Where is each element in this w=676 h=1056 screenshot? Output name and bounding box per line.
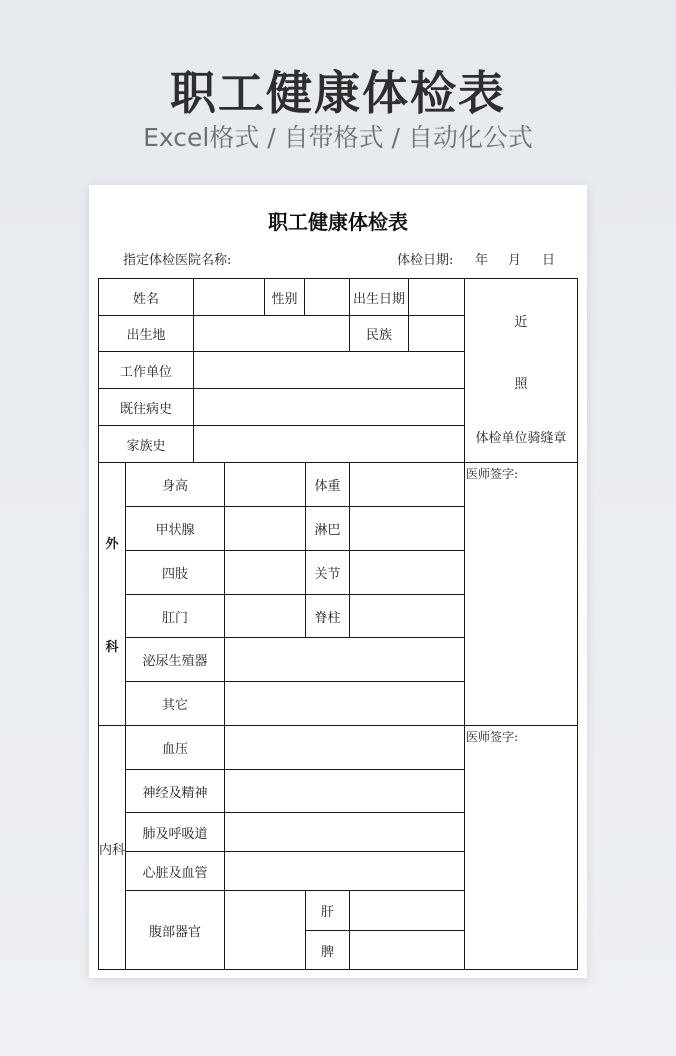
internal-doctor-signature-label: 医师签字: bbox=[466, 730, 519, 744]
work-unit-label: 工作单位 bbox=[119, 364, 172, 380]
joints-label: 关节 bbox=[314, 567, 341, 582]
anus-label: 肛门 bbox=[161, 610, 188, 626]
date-day-label: 日 bbox=[542, 253, 556, 268]
ethnicity-label: 民族 bbox=[365, 328, 392, 343]
thyroid-label: 甲状腺 bbox=[155, 523, 195, 538]
date-month-label: 月 bbox=[508, 253, 522, 268]
spine-label: 脊柱 bbox=[314, 610, 341, 626]
limbs-label: 四肢 bbox=[161, 567, 188, 582]
lung-respiratory-label: 肺及呼吸道 bbox=[142, 826, 208, 842]
other-label: 其它 bbox=[161, 698, 188, 713]
photo-text-near: 近 bbox=[514, 314, 528, 330]
height-label: 身高 bbox=[161, 479, 188, 494]
internal-section-label: 内科 bbox=[99, 842, 126, 858]
birth-date-label: 出生日期 bbox=[352, 291, 405, 307]
heart-vessels-label: 心脏及血管 bbox=[142, 865, 208, 881]
urogenital-label: 泌尿生殖器 bbox=[142, 654, 208, 669]
liver-label: 肝 bbox=[320, 905, 334, 920]
photo-text-photo: 照 bbox=[514, 376, 528, 392]
form-sheet bbox=[89, 185, 587, 978]
banner-title: 职工健康体检表 bbox=[170, 66, 506, 120]
weight-label: 体重 bbox=[314, 479, 341, 494]
family-history-label: 家族史 bbox=[126, 438, 166, 454]
exam-date-label: 体检日期: bbox=[397, 253, 454, 268]
neuro-mental-label: 神经及精神 bbox=[142, 785, 208, 801]
banner-subtitle: Excel格式 / 自带格式 / 自动化公式 bbox=[143, 123, 533, 152]
blood-pressure-label: 血压 bbox=[161, 742, 188, 757]
birthplace-label: 出生地 bbox=[126, 328, 166, 343]
medical-history-label: 既往病史 bbox=[119, 401, 172, 417]
date-year-label: 年 bbox=[475, 253, 489, 268]
gender-label: 性别 bbox=[271, 291, 298, 307]
hospital-name-label: 指定体检医院名称: bbox=[123, 253, 232, 268]
name-label: 姓名 bbox=[132, 291, 159, 307]
photo-stamp-label: 体检单位骑缝章 bbox=[475, 430, 567, 446]
lymph-label: 淋巴 bbox=[314, 523, 341, 538]
surgery-doctor-signature-label: 医师签字: bbox=[466, 467, 519, 481]
surgery-section-char-1: 外 bbox=[105, 536, 119, 552]
abdominal-organs-label: 腹部器官 bbox=[148, 924, 201, 940]
form-title: 职工健康体检表 bbox=[268, 210, 408, 234]
spleen-label: 脾 bbox=[320, 944, 334, 960]
surgery-section-char-2: 科 bbox=[105, 639, 119, 655]
